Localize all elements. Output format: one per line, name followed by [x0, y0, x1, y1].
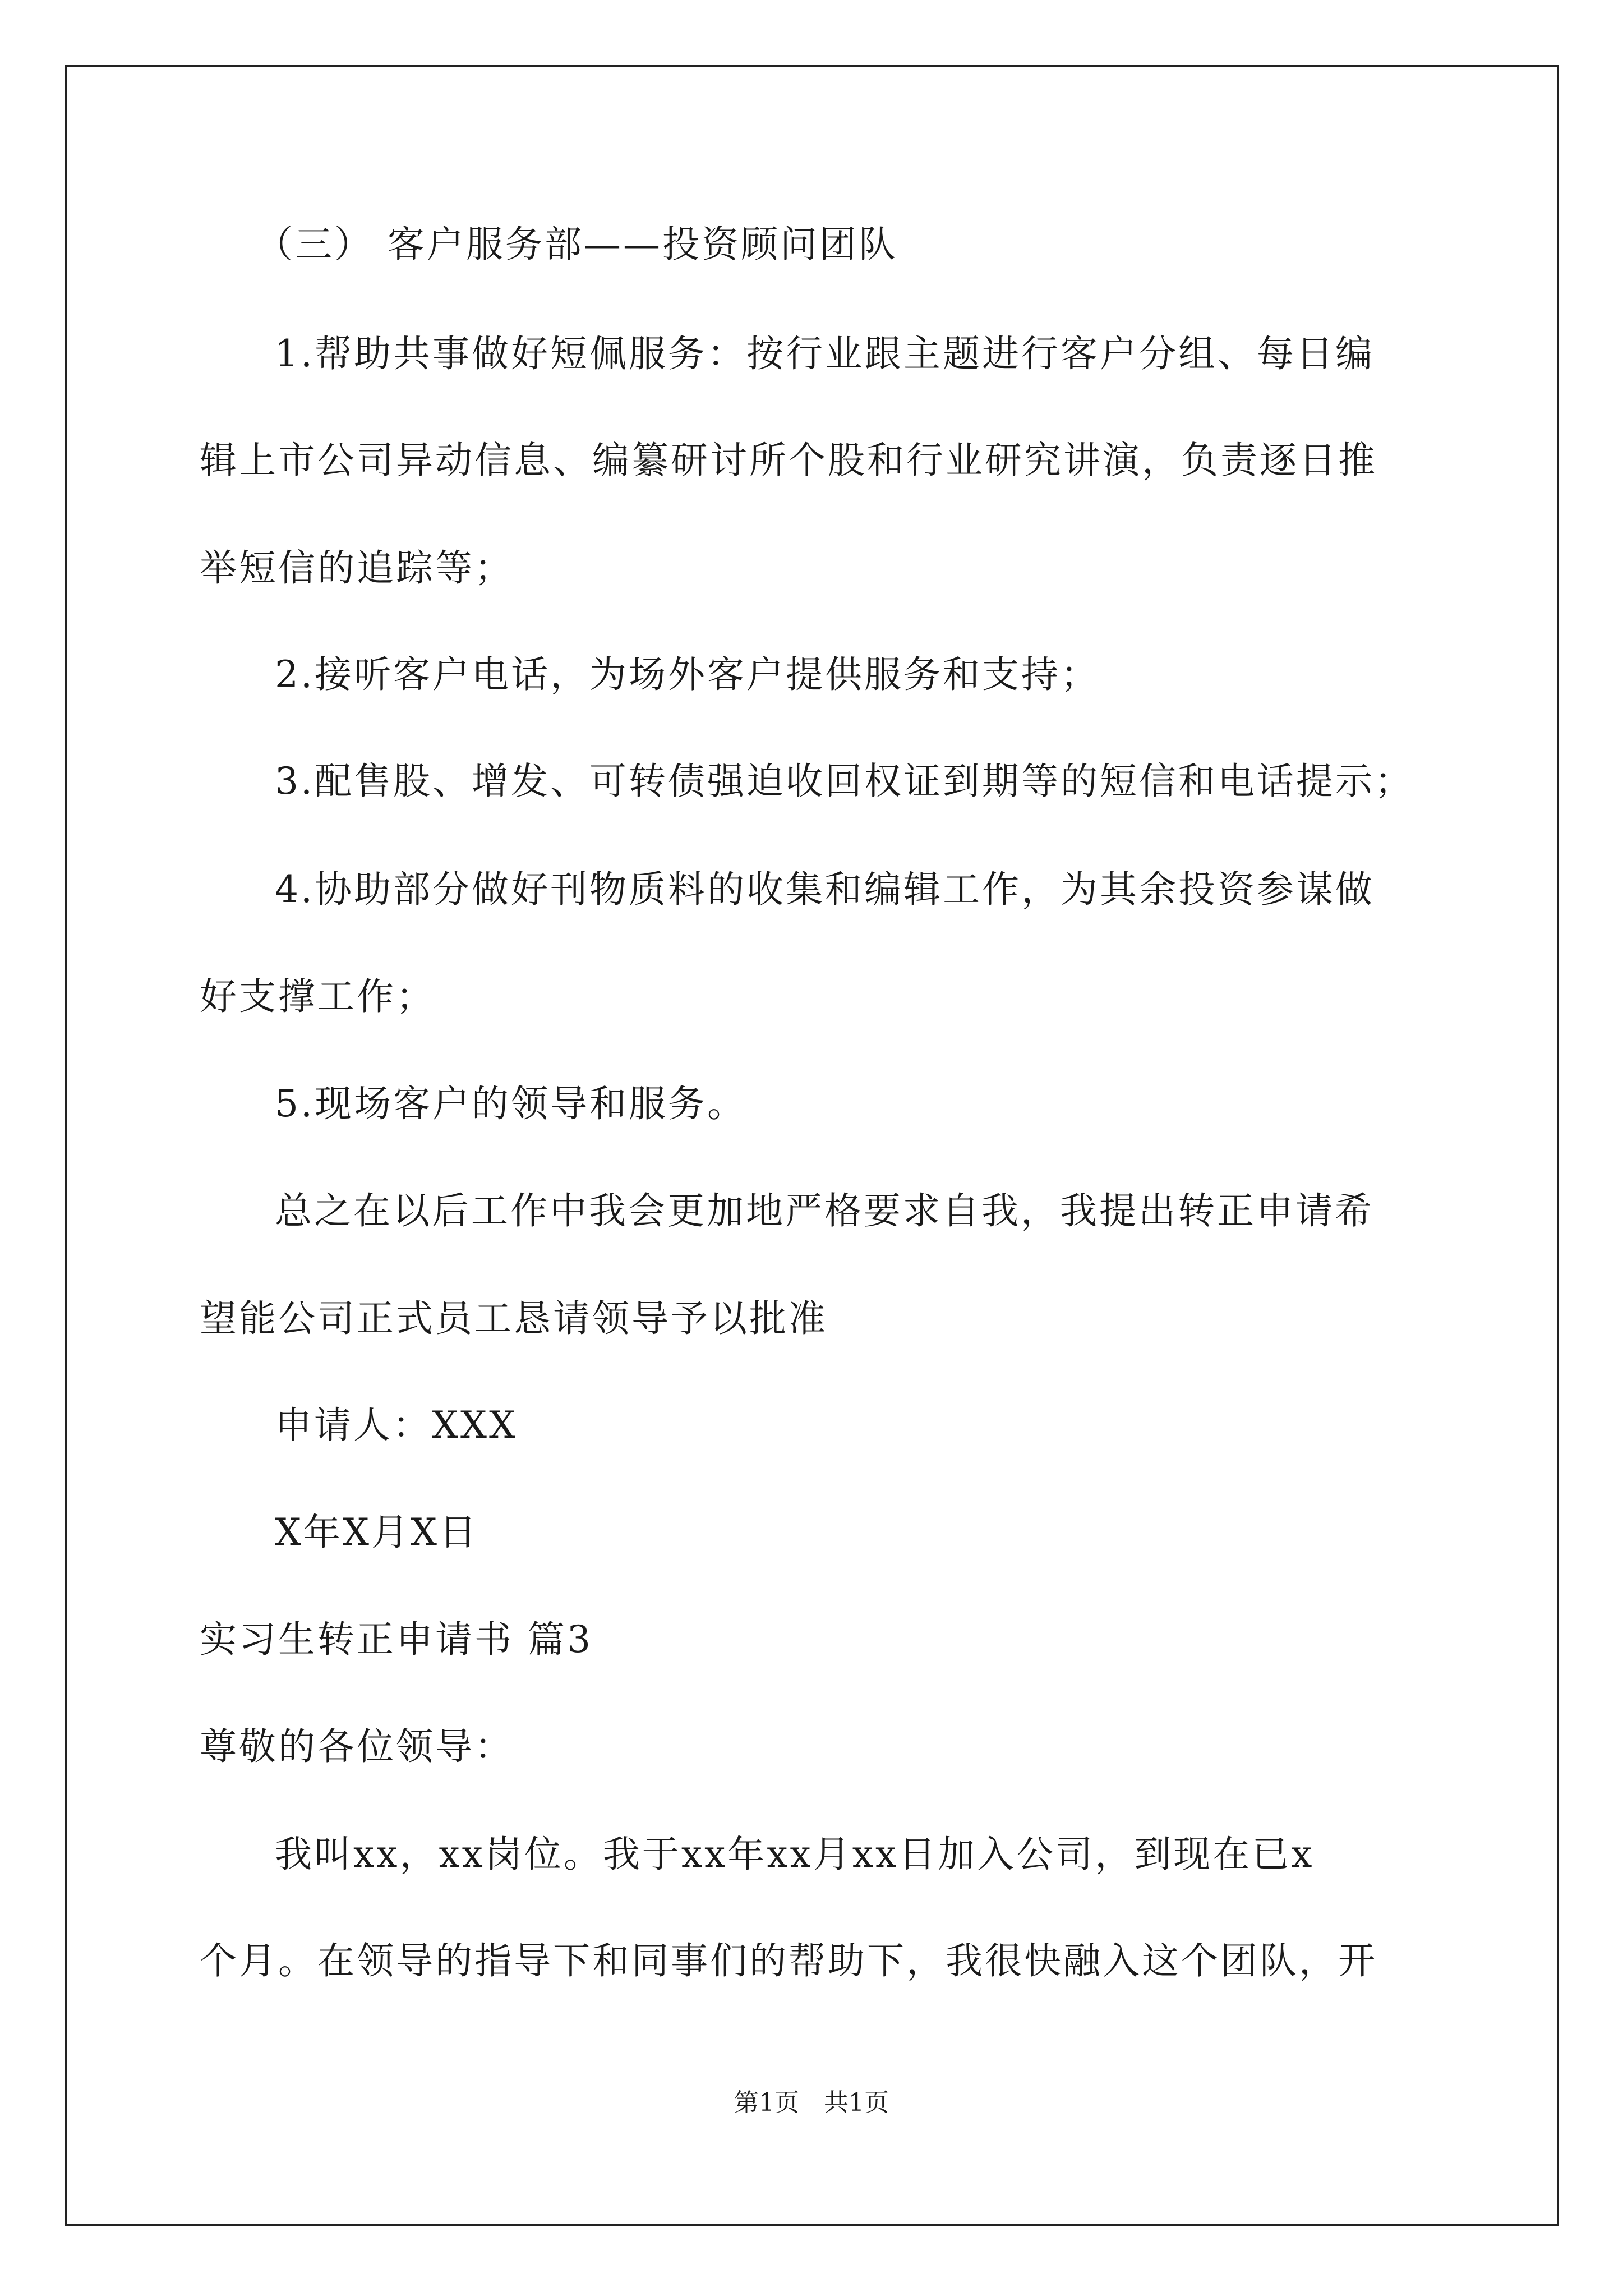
page-border: [65, 65, 1559, 2226]
section-heading: （三） 客户服务部——投资顾问团队: [256, 223, 898, 266]
item-1-line-3: 举短信的追踪等；: [200, 546, 514, 590]
summary-line-2: 望能公司正式员工恳请领导予以批准: [200, 1297, 828, 1340]
item-3: 3.配售股、增发、可转债强迫收回权证到期等的短信和电话提示；: [275, 760, 1414, 803]
item-1-line-1: 1.帮助共事做好短佩服务：按行业跟主题进行客户分组、每日编: [275, 332, 1375, 375]
applicant-signature: 申请人：XXX: [275, 1404, 518, 1447]
next-document-title: 实习生转正申请书 篇3: [200, 1618, 593, 1661]
item-1-line-2: 辑上市公司异动信息、编纂研讨所个股和行业研究讲演，负责逐日推: [200, 439, 1377, 482]
page-footer: 第1页 共1页: [734, 2088, 889, 2117]
intro-line-1: 我叫xx，xx岗位。我于xx年xx月xx日加入公司，到现在已x: [275, 1833, 1315, 1876]
item-2: 2.接听客户电话，为场外客户提供服务和支持；: [275, 653, 1100, 696]
salutation: 尊敬的各位领导：: [200, 1725, 514, 1768]
intro-line-2: 个月。在领导的指导下和同事们的帮助下，我很快融入这个团队，开: [200, 1939, 1377, 1982]
summary-line-1: 总之在以后工作中我会更加地严格要求自我，我提出转正申请希: [275, 1189, 1374, 1232]
item-4-line-2: 好支撑工作；: [200, 975, 435, 1018]
item-5: 5.现场客户的领导和服务。: [275, 1082, 746, 1125]
date-line: X年X月X日: [275, 1511, 478, 1554]
item-4-line-1: 4.协助部分做好刊物质料的收集和编辑工作，为其余投资参谋做: [275, 868, 1375, 911]
